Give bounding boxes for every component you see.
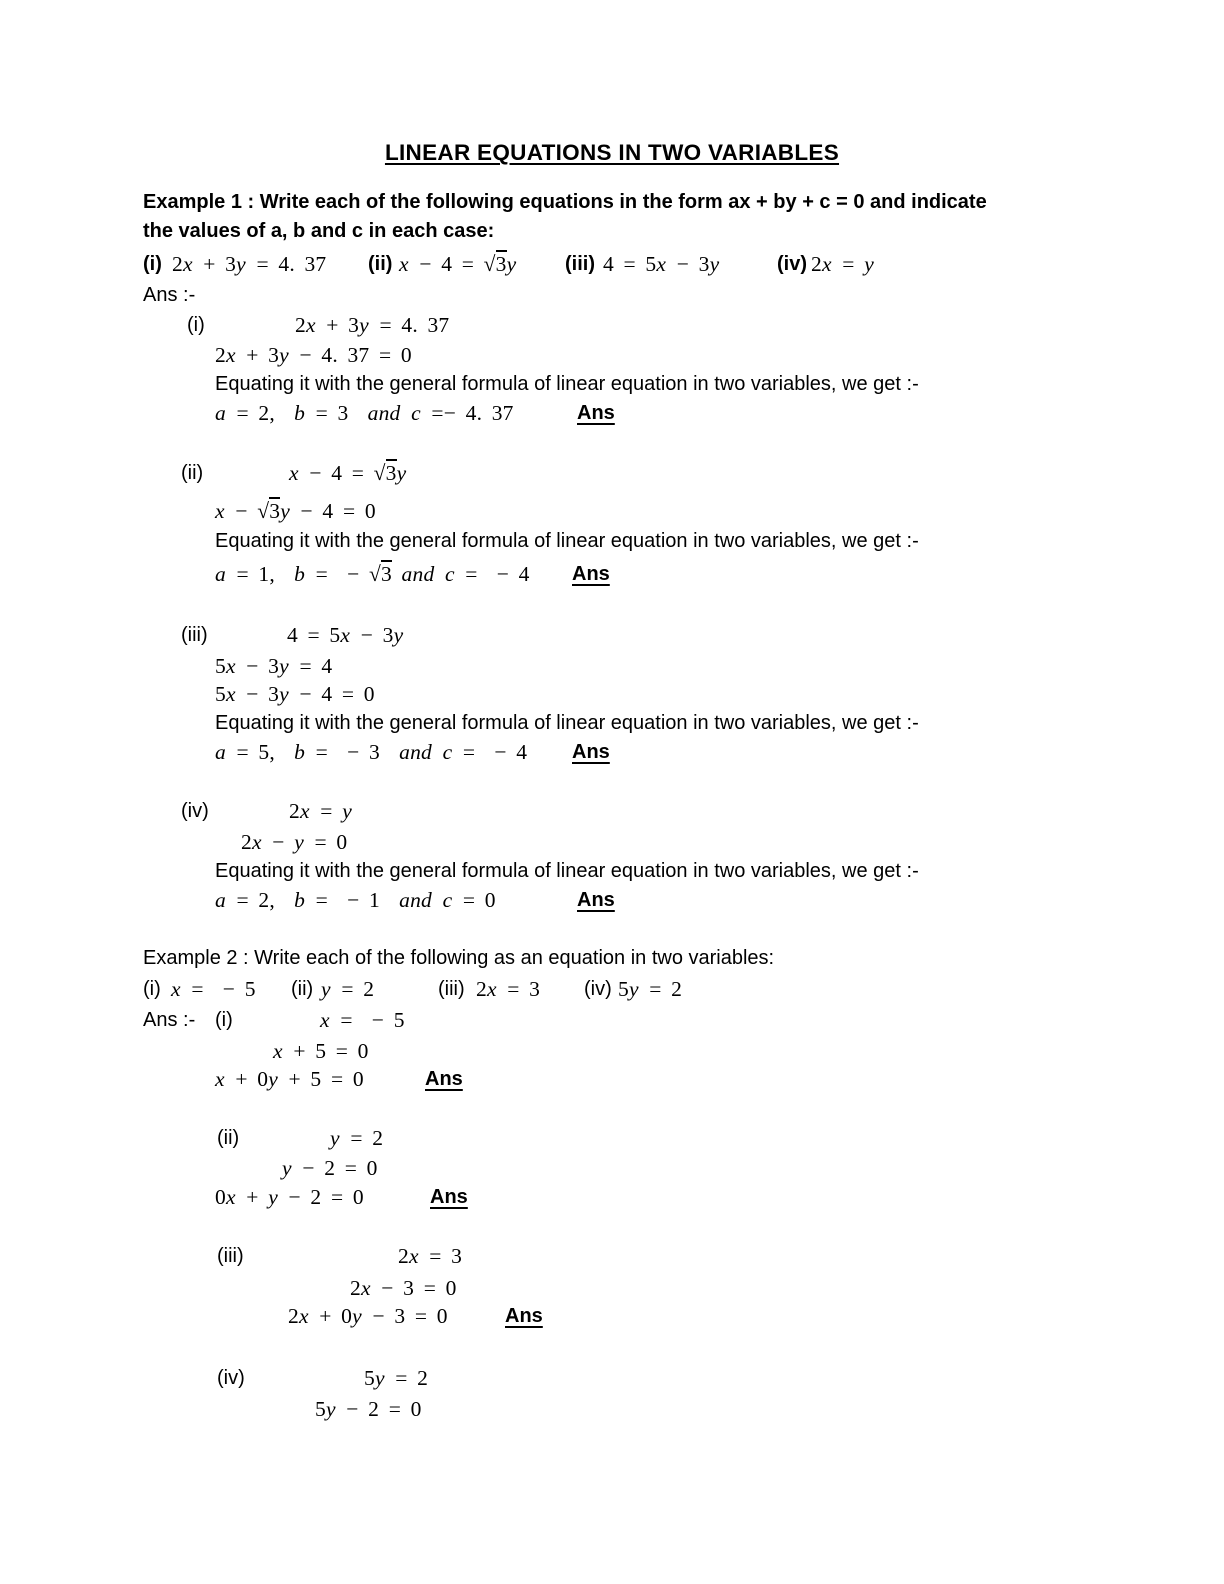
ex1-ii-note <box>0 526 1224 556</box>
ex2-i-step2 <box>0 1036 1224 1066</box>
ex1-i-note-text: Equating it with the general formula of linear equation in two variables, we get :- <box>215 373 919 395</box>
ex2-i-result <box>0 1064 1224 1094</box>
ex2-ii-step2 <box>0 1153 1224 1183</box>
ex2-i-label-eq-text-1: (i) <box>215 1009 233 1031</box>
ex1-iii-step2 <box>0 651 1224 681</box>
ex1-iv-result <box>0 885 1224 915</box>
ex1-iii-step2-equation: 5x − 3y = 4 <box>215 654 333 678</box>
ex2-iii-label-eq <box>0 1241 1224 1271</box>
ex1-iii-label-eq-equation-1: 4 = 5x − 3y <box>287 623 404 647</box>
ex1-i-label-eq <box>0 310 1224 340</box>
ex1-ii-note-text: Equating it with the general formula of linear equation in two variables, we get :- <box>215 530 919 552</box>
ex2-ii-result-equation: 0x + y − 2 = 0 <box>215 1185 364 1209</box>
ex2-i-label-eq <box>0 1005 1224 1035</box>
ex2-ii-label-eq-text: (ii) <box>217 1127 240 1149</box>
ex2-iii-label-eq-equation-1: 2x = 3 <box>398 1244 463 1268</box>
ex2-ii-step2-equation: y − 2 = 0 <box>282 1156 378 1180</box>
ex1-problems-equation-1: 2x + 3y = 4. 37 <box>172 252 327 276</box>
ex1-i-step2 <box>0 340 1224 370</box>
radical-expression <box>374 459 397 485</box>
radical-sign-icon: √ <box>257 499 270 523</box>
ex1-problems-equation-5: 4 = 5x − 3y <box>603 252 720 276</box>
ex2-problems-text-4: (iii) <box>438 978 465 1000</box>
ex1-iii-result-ans-label-1: Ans <box>572 741 610 763</box>
ex1-i-result-equation: a = 2, b = 3 and c =− 4. 37 <box>215 401 514 425</box>
ex1-iv-note <box>0 856 1224 886</box>
ex2-ii-label-eq-equation-1: y = 2 <box>330 1126 384 1150</box>
ex1-i-label-eq-text: (i) <box>187 314 205 336</box>
ex2-iii-step2-equation: 2x − 3 = 0 <box>350 1276 457 1300</box>
ex1-iii-note <box>0 708 1224 738</box>
ex1-iii-result <box>0 737 1224 767</box>
ex1-i-result <box>0 398 1224 428</box>
ex1-problems-equation-7: 2x = y <box>811 252 874 276</box>
ex2-problems-text-2: (ii) <box>291 978 314 1000</box>
ex2-iii-result-equation: 2x + 0y − 3 = 0 <box>288 1304 448 1328</box>
radical-sign-icon: √ <box>483 252 496 276</box>
ex1-heading-line2-text: the values of a, b and c in each case: <box>143 220 495 242</box>
radical-argument: 3 <box>381 562 392 586</box>
ex2-iv-label-eq-text: (iv) <box>217 1367 245 1389</box>
ex2-iii-result-ans-label-1: Ans <box>505 1305 543 1327</box>
ex1-ans-intro <box>0 280 1224 310</box>
ex1-iii-step3 <box>0 679 1224 709</box>
ex1-i-step2-equation: 2x + 3y − 4. 37 = 0 <box>215 343 412 367</box>
ex1-heading-line1-text: Example 1 : Write each of the following equations in the form ax + by + c = 0 and indicate <box>143 191 987 213</box>
ex1-ans-intro-text: Ans :- <box>143 284 196 306</box>
ex2-iv-label-eq <box>0 1363 1224 1393</box>
ex1-iv-step2-equation: 2x − y = 0 <box>241 830 348 854</box>
ex1-iii-note-text: Equating it with the general formula of linear equation in two variables, we get :- <box>215 712 919 734</box>
radical-expression <box>369 560 392 586</box>
ex1-iv-result-ans-label-1: Ans <box>577 889 615 911</box>
ex1-ii-result-ans-label-1: Ans <box>572 563 610 585</box>
ex1-ii-label-eq-text: (ii) <box>181 462 204 484</box>
ex2-iv-step2 <box>0 1394 1224 1424</box>
ex1-ii-label-eq <box>0 458 1224 488</box>
ex2-problems-equation-1: x = − 5 <box>171 977 256 1001</box>
ex1-problems-text-4: (iii) <box>565 253 595 275</box>
ex2-ii-result-ans-label-1: Ans <box>430 1186 468 1208</box>
ex1-problems-text-6: (iv) <box>777 253 807 275</box>
ex1-i-result-ans-label-1: Ans <box>577 402 615 424</box>
ex1-iv-step2 <box>0 827 1224 857</box>
ex2-i-result-equation: x + 0y + 5 = 0 <box>215 1067 364 1091</box>
ex2-problems-equation-3: y = 2 <box>321 977 375 1001</box>
ex2-i-result-ans-label-1: Ans <box>425 1068 463 1090</box>
ex1-ii-result <box>0 559 1224 589</box>
radical-sign-icon: √ <box>369 562 382 586</box>
radical-argument: 3 <box>269 499 281 523</box>
ex2-problems-text-6: (iv) <box>584 978 612 1000</box>
ex2-problems-text: (i) <box>143 978 161 1000</box>
ex2-ii-result <box>0 1182 1224 1212</box>
radical-sign-icon: √ <box>373 461 386 485</box>
ex2-problems-equation-5: 2x = 3 <box>476 977 541 1001</box>
ex2-problems <box>0 974 1224 1004</box>
ex1-iv-label-eq <box>0 796 1224 826</box>
ex2-i-label-eq-text: Ans :- <box>143 1009 196 1031</box>
ex1-heading-line1 <box>0 187 1224 217</box>
ex1-iv-note-text: Equating it with the general formula of linear equation in two variables, we get :- <box>215 860 919 882</box>
ex2-iii-step2 <box>0 1273 1224 1303</box>
ex2-i-label-eq-equation-2: x = − 5 <box>320 1008 405 1032</box>
ex1-ii-step2 <box>0 496 1224 526</box>
ex2-iii-label-eq-text: (iii) <box>217 1245 244 1267</box>
page-title-text: LINEAR EQUATIONS IN TWO VARIABLES <box>384 140 840 165</box>
ex1-ii-result-equation: a = 1, b = − √3 and c = − 4 <box>215 562 530 586</box>
ex2-problems-equation-7: 5y = 2 <box>618 977 683 1001</box>
ex2-i-step2-equation: x + 5 = 0 <box>273 1039 369 1063</box>
ex2-heading-text: Example 2 : Write each of the following as an equation in two variables: <box>143 947 775 969</box>
ex1-iv-label-eq-equation-1: 2x = y <box>289 799 352 823</box>
page-title <box>0 138 1224 168</box>
ex2-heading <box>0 943 1224 973</box>
ex1-iii-result-equation: a = 5, b = − 3 and c = − 4 <box>215 740 528 764</box>
ex1-problems-text: (i) <box>143 253 162 275</box>
ex1-iii-label-eq <box>0 620 1224 650</box>
ex1-heading-line2 <box>0 216 1224 246</box>
ex1-ii-step2-equation: x − √3y − 4 = 0 <box>215 499 376 523</box>
ex2-iv-label-eq-equation-1: 5y = 2 <box>364 1366 429 1390</box>
ex1-problems <box>0 249 1224 279</box>
ex1-problems-text-2: (ii) <box>368 253 393 275</box>
ex1-iv-label-eq-text: (iv) <box>181 800 209 822</box>
ex2-iv-step2-equation: 5y − 2 = 0 <box>315 1397 422 1421</box>
ex1-iv-result-equation: a = 2, b = − 1 and c = 0 <box>215 888 496 912</box>
ex1-iii-label-eq-text: (iii) <box>181 624 208 646</box>
ex1-i-note <box>0 369 1224 399</box>
radical-argument: 3 <box>385 461 397 485</box>
ex2-ii-label-eq <box>0 1123 1224 1153</box>
radical-argument: 3 <box>495 252 507 276</box>
ex1-iii-step3-equation: 5x − 3y − 4 = 0 <box>215 682 375 706</box>
radical-expression <box>257 497 280 523</box>
radical-expression <box>484 250 507 276</box>
ex2-iii-result <box>0 1301 1224 1331</box>
ex1-problems-equation-3: x − 4 = √3y <box>399 252 517 276</box>
ex1-i-label-eq-equation-1: 2x + 3y = 4. 37 <box>295 313 450 337</box>
ex1-ii-label-eq-equation-1: x − 4 = √3y <box>289 461 407 485</box>
